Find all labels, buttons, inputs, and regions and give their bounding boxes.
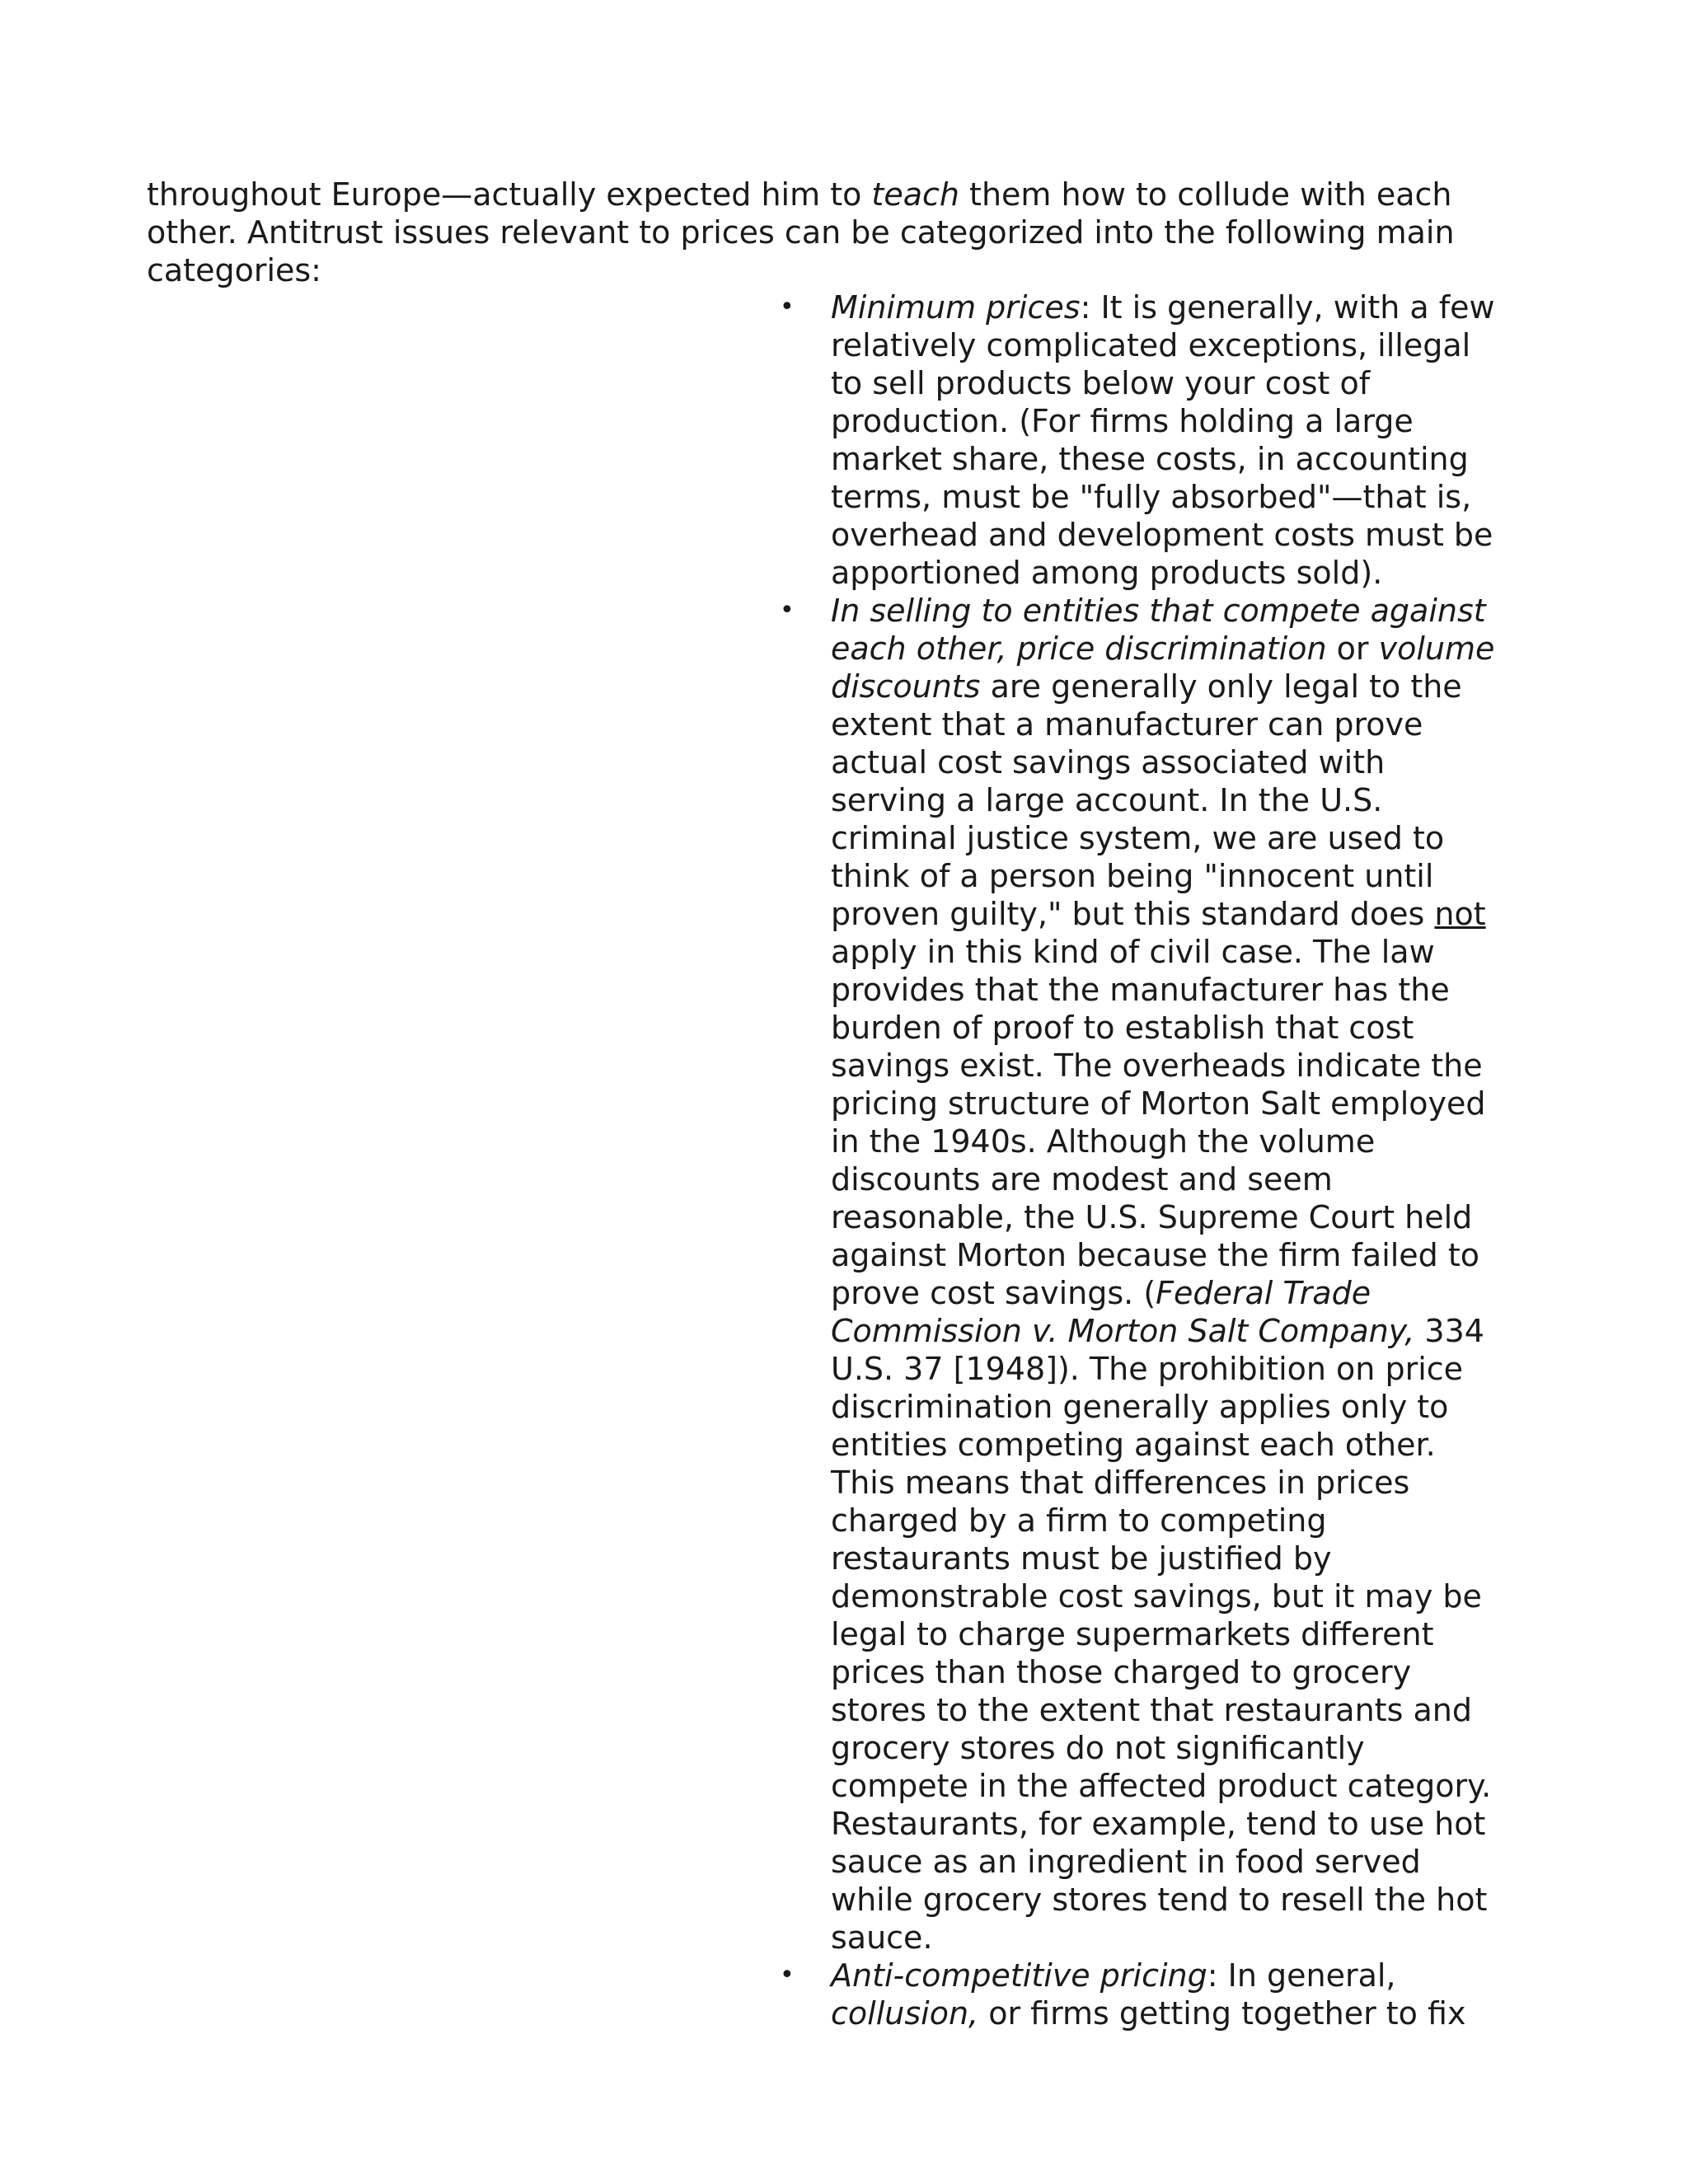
item-text-2: or firms getting together to fix (978, 1995, 1466, 2032)
item-emphasis: collusion, (831, 1995, 979, 2032)
list-item-price-discrimination (780, 592, 1503, 1957)
underlined-word: not (1434, 896, 1486, 932)
bullet-icon: • (780, 1961, 795, 1990)
pricing-issues-list (780, 288, 1503, 2032)
item-text: : It is generally, with a few relatively complicated exceptions, illegal to sell products below your cost of production. (For firms holding a large market share, these costs, in accounting terms, must be "fully absorbed"—that is, overhead and development costs must be apportioned among products sold). (831, 289, 1495, 591)
bullet-icon: • (780, 596, 795, 625)
bullet-icon: • (780, 293, 795, 321)
case-citation: Federal Trade Commission v. Morton Salt Company, (831, 1275, 1415, 1349)
item-connector: or (1326, 630, 1379, 667)
intro-emphasis: teach (871, 176, 959, 213)
intro-text-1: throughout Europe—actually expected him to (147, 176, 872, 213)
list-item-minimum-prices (780, 288, 1503, 592)
item-text-3: 334 U.S. 37 [1948]). The prohibition on price discrimination generally applies only to entities competing against each other. This means that differences in prices charged by a firm to competing restaurants must be justified by demonstrable cost savings, but it may be legal to charge supermarkets different prices than those charged to grocery stores to the extent that restaurants and grocery stores do not significantly compete in the affected product category. Restaurants, for example, tend to use hot sauce as an ingredient in food served while grocery stores tend to resell the hot sauce. (831, 1313, 1492, 1956)
intro-paragraph (147, 176, 1548, 289)
intro-text-2: them how to collude with each other. Antitrust issues relevant to prices can be categorized into the following main categories: (147, 176, 1455, 288)
item-heading: Anti-competitive pricing (831, 1957, 1207, 1994)
item-text-1: : In general, (1207, 1957, 1396, 1994)
item-heading: Minimum prices (831, 289, 1081, 326)
list-item-anti-competitive-pricing (780, 1957, 1503, 2032)
item-heading-2: volume discounts (831, 630, 1495, 705)
item-text-1: are generally only legal to the extent that a manufacturer can prove actual cost savings associated with serving a large account. In the U.S. criminal justice system, we are used to think of a person being "innocent until proven guilty," but this standard does (831, 668, 1462, 932)
item-heading: In selling to entities that compete against each other, price discrimination (831, 593, 1486, 667)
item-text-2: apply in this kind of civil case. The law provides that the manufacturer has the burden of proof to establish that cost savings exist. The overheads indicate the pricing structure of Morton Salt employed in the 1940s. Although the volume discounts are modest and seem reasonable, the U.S. Supreme Court held against Morton because the firm failed to prove cost savings. ( (831, 934, 1486, 1311)
